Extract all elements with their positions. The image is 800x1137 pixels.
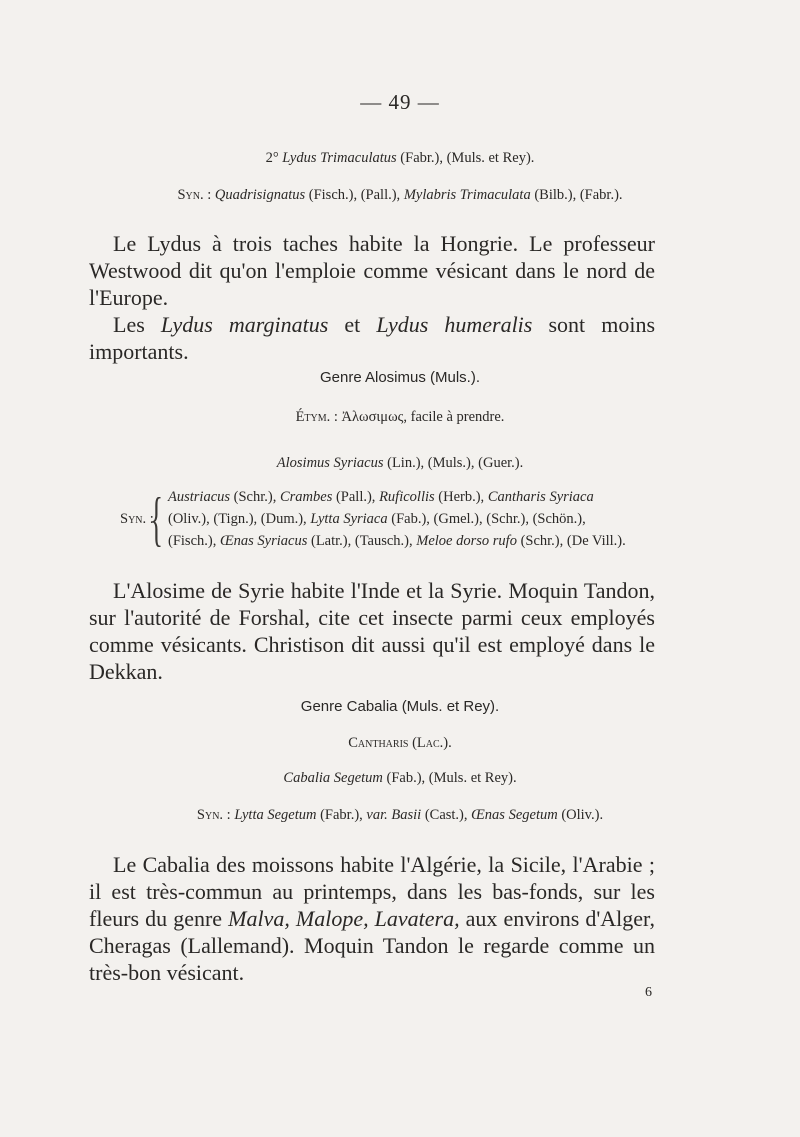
synonym-name: Meloe dorso rufo [416, 533, 517, 549]
lydus-synonyms [0, 187, 800, 204]
text: Les [113, 312, 145, 337]
synonym-name: Œnas Segetum [471, 807, 558, 823]
alosimus-text [89, 577, 655, 685]
cabalia-text [89, 851, 655, 986]
genus-names: Malva, Malope, Lavatera, [228, 906, 460, 931]
species-name: Cabalia Segetum [283, 770, 383, 786]
signature-mark: 6 [645, 985, 652, 1000]
synonym-authors: (Cast.), [424, 807, 468, 823]
synonym-line [168, 486, 708, 508]
synonym-name: Cantharis Syriaca [487, 489, 594, 505]
paragraph: L'Alosime de Syrie habite l'Inde et la Syrie. Moquin Tandon, sur l'autorité de Forshal, cite cet insecte parmi ceux employés comme vésicants. Christison dit aussi qu'il est employé dans le Dekkan. [89, 578, 655, 684]
species-name: Lydus Trimaculatus [282, 150, 397, 166]
synonym-authors: (Schr.), [230, 489, 280, 505]
alosimus-species-heading [0, 455, 800, 472]
synonym-authors: (Fab.), (Gmel.), (Schr.), (Schön.), [387, 511, 586, 527]
synonym-name: Austriacus [168, 489, 231, 505]
synonym-line [168, 530, 708, 552]
synonym-line [168, 508, 708, 530]
etym-text: facile à prendre. [410, 409, 505, 425]
species-authors: (Fab.), (Muls. et Rey). [386, 770, 517, 786]
lydus-text [89, 230, 655, 365]
synonym-authors: (Oliv.), (Tign.), (Dum.), [168, 511, 311, 527]
species-number: 2° [265, 150, 279, 166]
etym-label: Étym. : [295, 409, 338, 425]
synonym-authors: (Herb.), [434, 489, 488, 505]
species-name: Alosimus Syriacus [276, 455, 384, 471]
etymology [0, 409, 800, 426]
etym-greek: Ἀλωσιμως, [341, 409, 407, 425]
synonym-name: Lytta Syriaca [310, 511, 388, 527]
synonym-authors: (Fisch.), [168, 533, 220, 549]
synonym-name: Lytta Segetum [234, 807, 317, 823]
cabalia-synonyms [0, 807, 800, 824]
lydus-species-heading [0, 150, 800, 167]
cabalia-species-heading [0, 770, 800, 787]
synonym-name: Ruficollis [379, 489, 435, 505]
text: sont moins importants. [89, 312, 656, 364]
species-name: Lydus marginatus [160, 312, 329, 337]
cantharis-subheading: Cantharis (Lac.). [348, 735, 452, 751]
synonym-authors: (Schr.), (De Vill.). [516, 533, 626, 549]
genre-cabalia-heading: Genre Cabalia (Muls. et Rey). [300, 698, 500, 715]
synonym-name: Mylabris Trimaculata [403, 187, 531, 203]
syn-label: Syn. : [177, 187, 212, 203]
text: Le Cabalia des moissons habite l'Algérie, la Sicile, l'Arabie ; il est très-commun au printemps, dans les bas-fonds, sur les fleurs du genre [89, 852, 655, 931]
synonym-authors: (Fisch.), (Pall.), [308, 187, 401, 203]
paragraph: Le Lydus à trois taches habite la Hongrie. Le professeur Westwood dit qu'on l'emploie comme vésicant dans le nord de l'Europe. [89, 231, 655, 310]
syn-label: Syn. : [196, 807, 231, 823]
synonym-authors: (Fabr.), [320, 807, 363, 823]
synonym-authors: (Pall.), [332, 489, 380, 505]
page-number: — 49 — [360, 90, 440, 114]
species-authors: (Fabr.), (Muls. et Rey). [400, 150, 535, 166]
genre-alosimus-heading: Genre Alosimus (Muls.). [319, 369, 481, 386]
syn-label: Syn. : [120, 511, 154, 527]
species-authors: (Lin.), (Muls.), (Guer.). [387, 455, 524, 471]
synonym-name: Œnas Syriacus [219, 533, 308, 549]
synonym-authors: (Oliv.). [561, 807, 604, 823]
synonym-authors: (Bilb.), (Fabr.). [534, 187, 623, 203]
synonym-name: Crambes [279, 489, 333, 505]
text: aux environs d'Alger, Cheragas (Lallemand). Moquin Tandon le regarde comme un très-bon vésicant. [89, 906, 655, 985]
synonym-name: Quadrisignatus [214, 187, 306, 203]
text: et [344, 312, 361, 337]
synonym-lines [168, 486, 708, 552]
species-name: Lydus humeralis [376, 312, 533, 337]
paragraph [89, 311, 655, 365]
synonym-name: var. Basii [366, 807, 422, 823]
synonym-authors: (Latr.), (Tausch.), [307, 533, 417, 549]
paragraph [89, 851, 655, 986]
brace-glyph: { [150, 486, 163, 552]
